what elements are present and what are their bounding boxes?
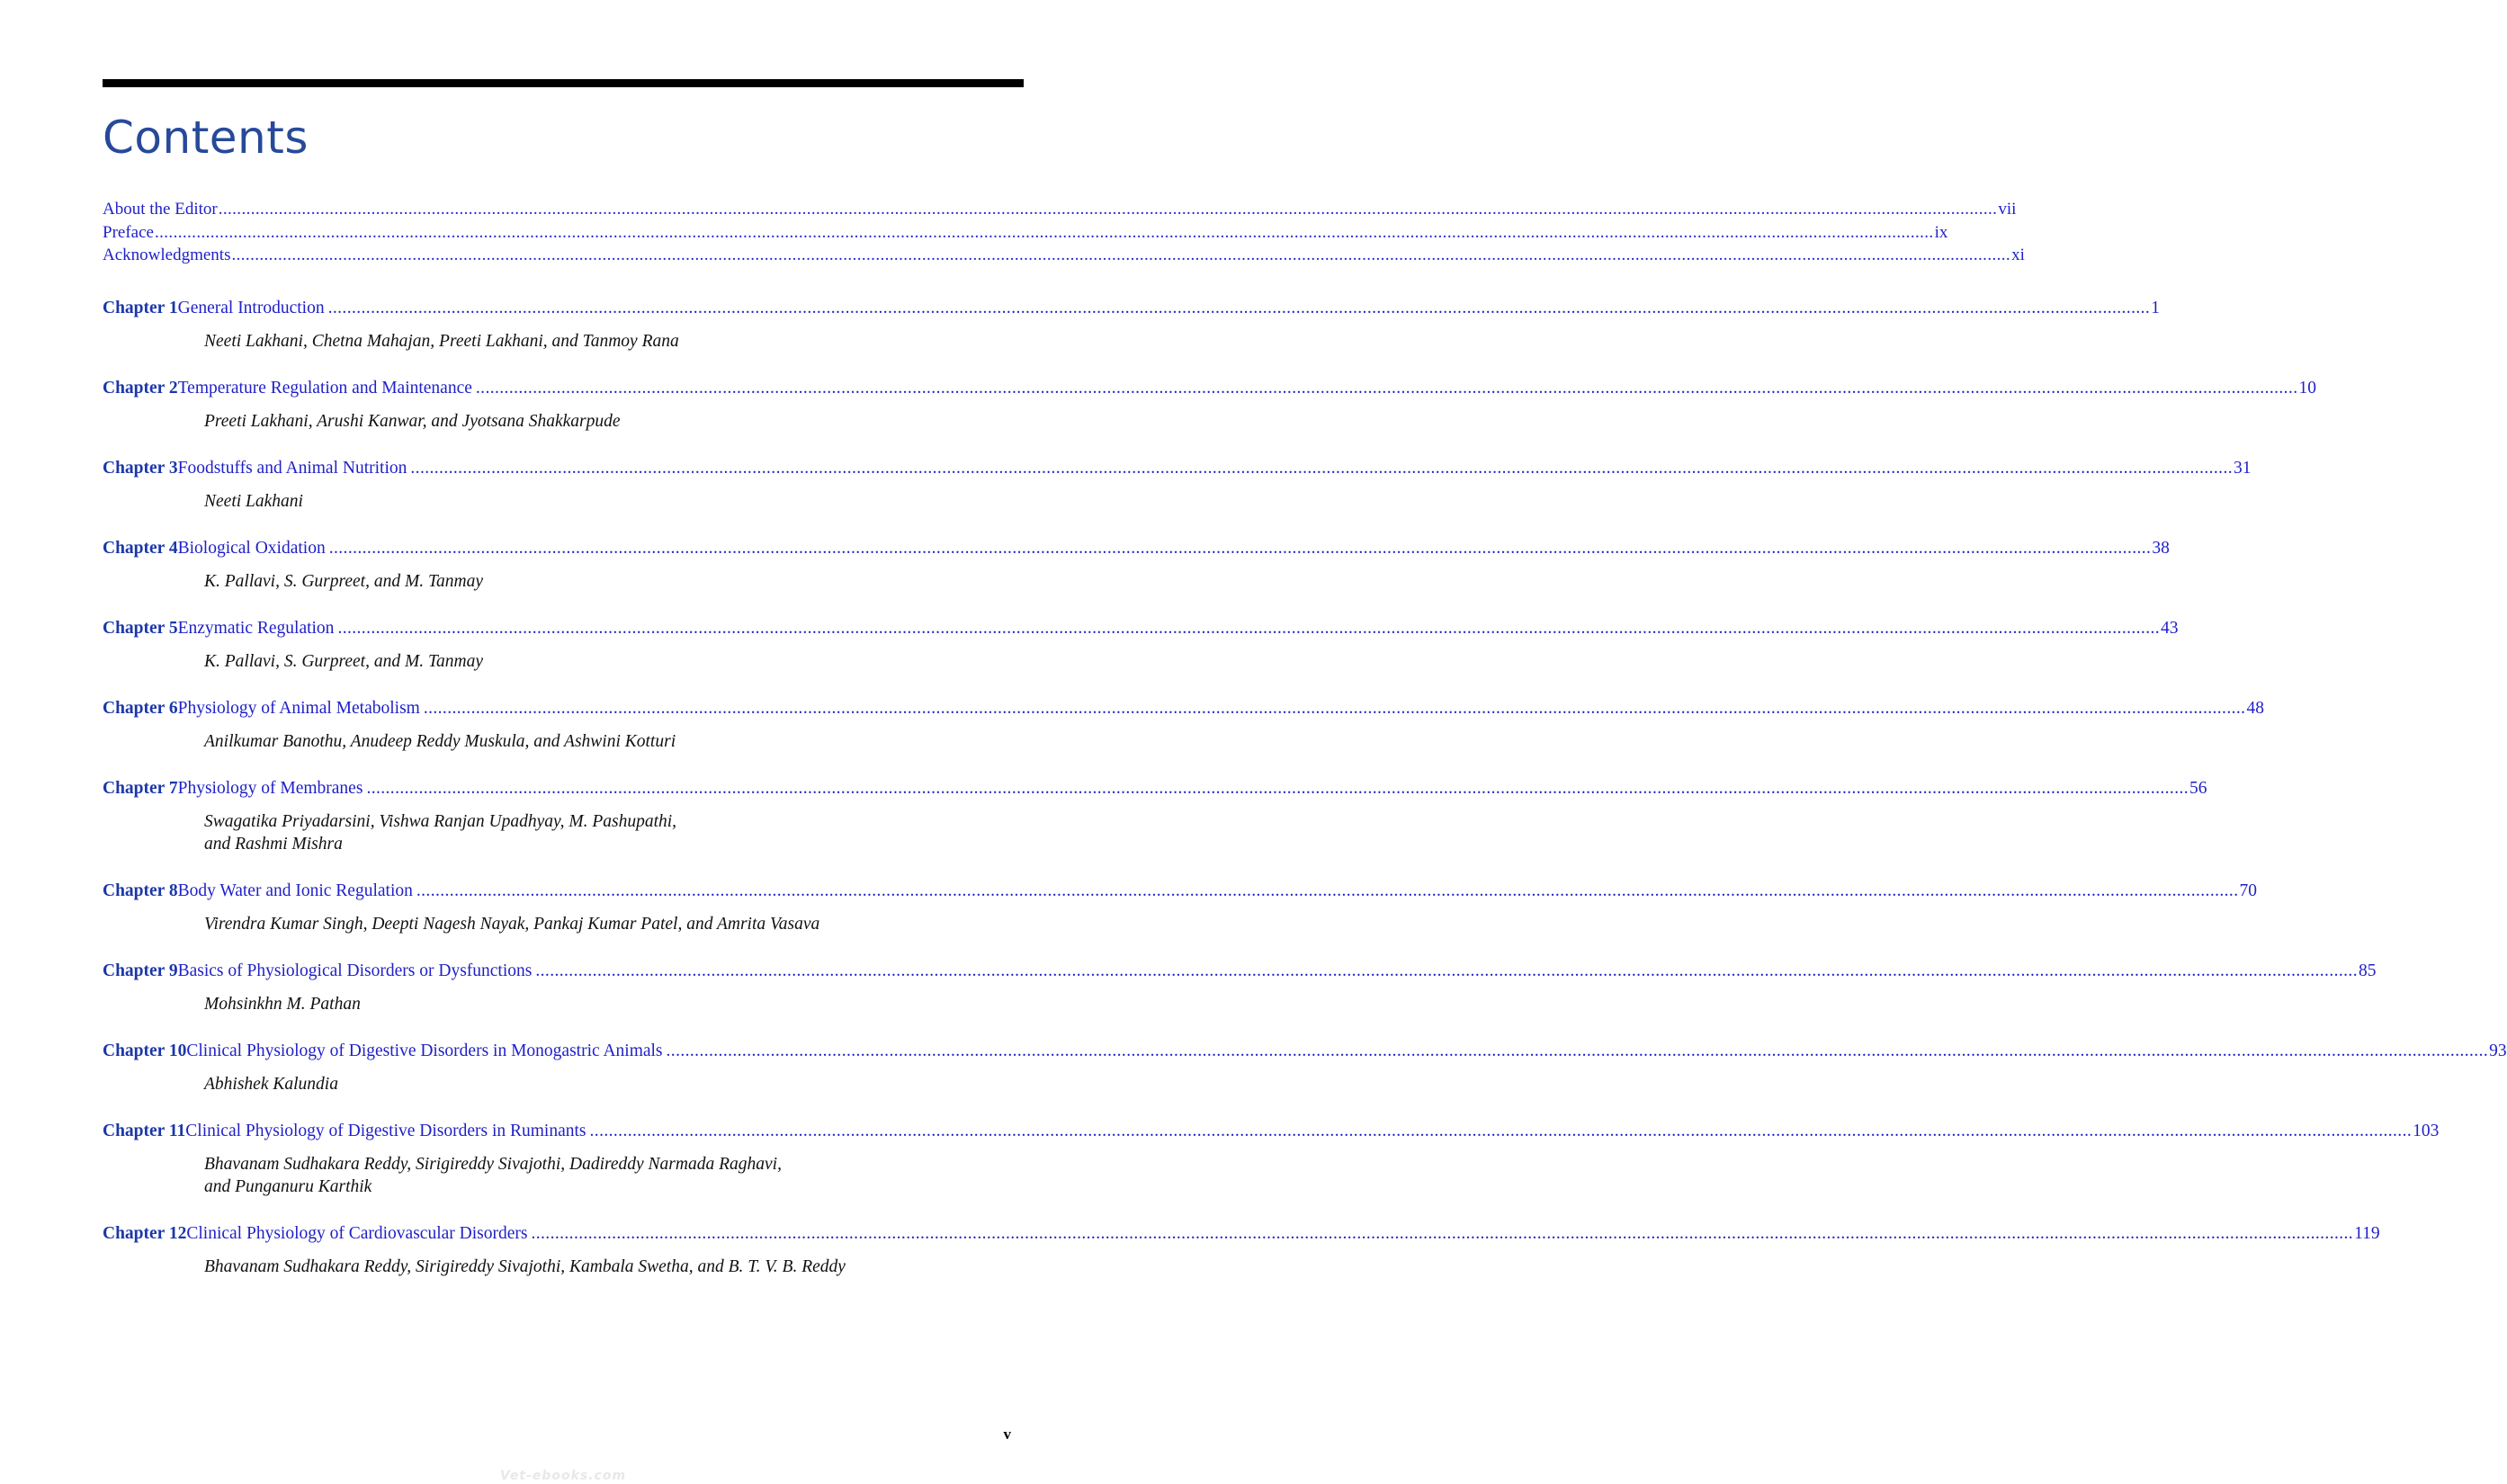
page-title: Contents: [103, 112, 309, 164]
front-matter-page: ix: [1934, 222, 1948, 242]
chapter-title: Clinical Physiology of Cardiovascular Disorders: [186, 1224, 528, 1243]
chapter-number: Chapter 2: [103, 379, 178, 398]
chapter-authors: K. Pallavi, S. Gurpreet, and M. Tanmay: [204, 572, 484, 591]
dot-leader: [219, 200, 1998, 219]
chapter-authors: Anilkumar Banothu, Anudeep Reddy Muskula, and Ashwini Kotturi: [204, 732, 676, 751]
chapter-number: Chapter 9: [103, 961, 178, 980]
front-matter-page: vii: [1998, 200, 2017, 219]
chapter-page: 85: [2358, 961, 2377, 980]
chapter-link[interactable]: [185, 1122, 2439, 1141]
chapter-entry: [103, 881, 2257, 935]
chapter-number: Chapter 12: [103, 1224, 187, 1243]
watermark: Vet-ebooks.com: [500, 1469, 627, 1483]
dot-leader: [476, 379, 2298, 398]
dot-leader: [531, 1224, 2353, 1244]
chapter-line: [103, 1122, 2440, 1145]
chapter-title: Enzymatic Regulation: [177, 619, 335, 638]
chapter-authors: Preeti Lakhani, Arushi Kanwar, and Jyotsana Shakkarpude: [204, 412, 621, 431]
chapter-entry: [103, 1224, 2380, 1278]
dot-leader: [590, 1122, 2413, 1141]
chapter-line: [103, 1224, 2380, 1247]
chapter-entry: [103, 961, 2377, 1015]
front-matter-label: Preface: [103, 222, 154, 242]
chapter-entry: [103, 699, 2264, 753]
chapter-title: Basics of Physiological Disorders or Dysfunctions: [177, 961, 533, 980]
chapter-line: [103, 619, 2179, 642]
chapter-number: Chapter 3: [103, 459, 178, 478]
chapter-line: [103, 699, 2264, 722]
chapter-title: Temperature Regulation and Maintenance: [177, 379, 472, 398]
chapter-entry: [103, 619, 2179, 673]
chapter-link[interactable]: [178, 881, 2257, 901]
chapter-link[interactable]: [178, 961, 2377, 981]
chapter-page: 56: [2189, 779, 2207, 798]
chapter-number: Chapter 8: [103, 881, 178, 900]
chapter-entry: [103, 1122, 2440, 1198]
front-matter-item-preface[interactable]: [103, 222, 1948, 246]
chapter-line: [103, 881, 2257, 905]
dot-leader: [535, 961, 2358, 981]
chapter-link[interactable]: [186, 1224, 2379, 1244]
contents-page: [103, 0, 2507, 1484]
dot-leader: [667, 1041, 2489, 1061]
chapter-entry: [103, 459, 2252, 513]
top-rule: [103, 79, 1024, 87]
chapter-page: 93: [2489, 1041, 2507, 1060]
chapter-number: Chapter 11: [103, 1122, 186, 1140]
dot-leader: [366, 779, 2189, 799]
chapter-number: Chapter 1: [103, 299, 178, 317]
chapter-link[interactable]: [178, 779, 2207, 799]
chapter-title: Clinical Physiology of Digestive Disorders in Monogastric Animals: [186, 1041, 663, 1060]
dot-leader: [155, 223, 1934, 243]
chapter-line: [103, 1041, 2507, 1065]
chapter-title: General Introduction: [177, 299, 325, 317]
chapter-authors: Swagatika Priyadarsini, Vishwa Ranjan Upadhyay, M. Pashupathi, and Rashmi Mishra: [204, 812, 677, 854]
chapter-title: Body Water and Ionic Regulation: [177, 881, 413, 900]
chapter-line: [103, 459, 2252, 482]
chapter-number: Chapter 5: [103, 619, 178, 638]
front-matter-item-about-editor[interactable]: [103, 200, 2017, 223]
chapter-page: 48: [2246, 699, 2264, 718]
chapter-link[interactable]: [178, 459, 2252, 478]
chapter-line: [103, 299, 2160, 322]
chapter-authors: Mohsinkhn M. Pathan: [204, 995, 361, 1014]
chapter-number: Chapter 10: [103, 1041, 187, 1060]
dot-leader: [231, 246, 2010, 265]
chapter-page: 31: [2234, 459, 2252, 478]
chapter-entry: [103, 1041, 2507, 1095]
chapter-page: 70: [2239, 881, 2257, 900]
chapter-link[interactable]: [178, 619, 2179, 639]
chapter-line: [103, 379, 2317, 402]
front-matter-label: About the Editor: [103, 200, 218, 219]
chapter-authors: Neeti Lakhani: [204, 492, 303, 511]
chapter-authors: Neeti Lakhani, Chetna Mahajan, Preeti Lakhani, and Tanmoy Rana: [204, 332, 679, 351]
chapter-page: 10: [2298, 379, 2317, 398]
chapter-page: 38: [2152, 539, 2170, 558]
chapter-authors: Abhishek Kalundia: [204, 1075, 338, 1094]
chapter-page: 1: [2151, 299, 2160, 317]
chapter-link[interactable]: [178, 699, 2264, 719]
chapter-title: Clinical Physiology of Digestive Disorders in Ruminants: [185, 1122, 586, 1140]
dot-leader: [337, 619, 2160, 639]
dot-leader: [410, 459, 2233, 478]
front-matter-label: Acknowledgments: [103, 246, 231, 264]
front-matter-list: [103, 200, 2025, 269]
dot-leader: [424, 699, 2246, 719]
chapter-entry: [103, 539, 2170, 593]
chapter-number: Chapter 6: [103, 699, 178, 718]
chapter-line: [103, 961, 2377, 985]
chapter-page: 103: [2413, 1122, 2440, 1140]
chapter-authors: Bhavanam Sudhakara Reddy, Sirigireddy Sivajothi, Kambala Swetha, and B. T. V. B. Reddy: [204, 1257, 846, 1276]
chapter-entry: [103, 379, 2317, 433]
chapter-page: 119: [2354, 1224, 2380, 1243]
page-number: v: [1003, 1426, 1011, 1443]
chapter-entry: [103, 299, 2160, 353]
dot-leader: [328, 299, 2151, 318]
chapter-authors: Bhavanam Sudhakara Reddy, Sirigireddy Sivajothi, Dadireddy Narmada Raghavi, and Punganuru Karthik: [204, 1155, 782, 1196]
dot-leader: [416, 881, 2239, 901]
dot-leader: [329, 539, 2152, 559]
chapter-entry: [103, 779, 2207, 855]
chapter-authors: K. Pallavi, S. Gurpreet, and M. Tanmay: [204, 652, 484, 671]
chapter-link[interactable]: [178, 299, 2160, 318]
chapter-title: Biological Oxidation: [177, 539, 326, 558]
chapter-line: [103, 539, 2170, 562]
chapter-title: Foodstuffs and Animal Nutrition: [177, 459, 407, 478]
chapter-page: 43: [2161, 619, 2179, 638]
chapter-link[interactable]: [178, 379, 2316, 398]
chapter-authors: Virendra Kumar Singh, Deepti Nagesh Nayak, Pankaj Kumar Patel, and Amrita Vasava: [204, 915, 820, 934]
chapter-number: Chapter 7: [103, 779, 178, 798]
chapter-link[interactable]: [178, 539, 2170, 559]
chapter-line: [103, 779, 2207, 802]
chapter-title: Physiology of Animal Metabolism: [177, 699, 420, 718]
front-matter-page: xi: [2011, 246, 2025, 264]
front-matter-item-acknowledgments[interactable]: [103, 246, 2025, 269]
chapter-number: Chapter 4: [103, 539, 178, 558]
chapter-link[interactable]: [186, 1041, 2506, 1061]
chapter-title: Physiology of Membranes: [177, 779, 363, 798]
chapter-list: [103, 299, 2507, 1304]
